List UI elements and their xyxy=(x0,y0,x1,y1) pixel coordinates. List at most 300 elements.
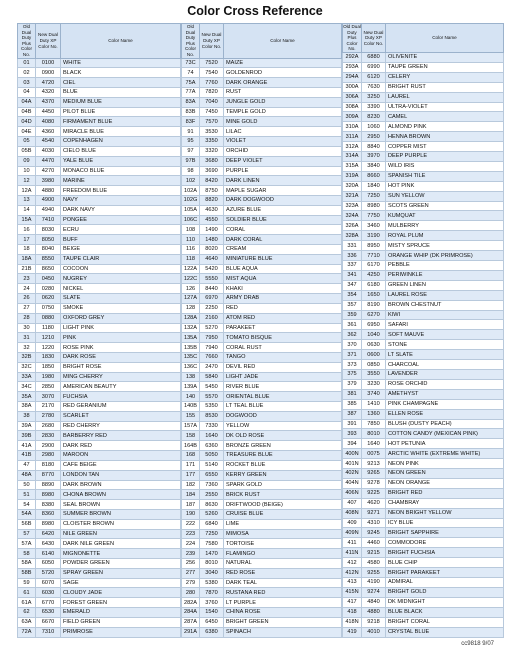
table-row xyxy=(182,97,342,107)
table-row xyxy=(18,588,181,598)
table-row xyxy=(18,117,181,127)
new-color-no: 6950 xyxy=(362,320,386,330)
old-color-no: 72A xyxy=(18,627,36,637)
old-color-no: 312A xyxy=(343,142,362,152)
old-color-no: 26 xyxy=(18,294,36,304)
old-color-no: 287A xyxy=(182,617,200,627)
table-row xyxy=(18,205,181,215)
color-name: MIMOSA xyxy=(224,529,342,539)
color-name: NICKEL xyxy=(61,284,181,294)
new-color-no: 6990 xyxy=(362,62,386,72)
old-color-no: 306A xyxy=(343,92,362,102)
new-color-no: 3690 xyxy=(200,166,224,176)
old-color-no: 32 xyxy=(18,343,36,353)
color-name: EMERALD xyxy=(61,608,181,618)
color-name: NEON GREEN xyxy=(386,469,504,479)
old-color-no: 324A xyxy=(343,211,362,221)
table-row xyxy=(343,82,504,92)
old-color-no: 17 xyxy=(18,235,36,245)
old-color-no: 321A xyxy=(343,191,362,201)
old-color-no: 83B xyxy=(182,107,200,117)
color-name: DARK DOGWOOD xyxy=(224,195,342,205)
color-name: FUCHSIA xyxy=(61,392,181,402)
old-color-no: 57 xyxy=(18,529,36,539)
color-name: LONDON TAN xyxy=(61,470,181,480)
new-color-no: 6840 xyxy=(200,519,224,529)
table-row xyxy=(18,215,181,225)
table-row xyxy=(182,411,342,421)
new-color-no: 8840 xyxy=(362,142,386,152)
table-row xyxy=(343,548,504,558)
color-table-1 xyxy=(17,23,181,638)
table-row xyxy=(18,264,181,274)
old-color-no: 75A xyxy=(182,78,200,88)
new-color-no: 9265 xyxy=(362,469,386,479)
new-color-no: 6360 xyxy=(200,441,224,451)
header-new-color-no: New Dual Duty XP Color No. xyxy=(362,24,386,53)
old-color-no: 105A xyxy=(182,205,200,215)
old-color-no: 371 xyxy=(343,350,362,360)
old-color-no: 157A xyxy=(182,421,200,431)
new-color-no: 7940 xyxy=(200,343,224,353)
new-color-no: 2250 xyxy=(200,303,224,313)
color-name: RED xyxy=(224,303,342,313)
color-name: DARK ORANGE xyxy=(224,78,342,88)
table-row xyxy=(182,549,342,559)
color-name: ECRU xyxy=(61,225,181,235)
new-color-no: 1060 xyxy=(362,122,386,132)
table-row xyxy=(343,469,504,479)
old-color-no: 127A xyxy=(182,294,200,304)
new-color-no: 8010 xyxy=(362,429,386,439)
color-name: MINIATURE BLUE xyxy=(224,254,342,264)
color-name: SCOTS GREEN xyxy=(386,201,504,211)
old-color-no: 411N xyxy=(343,548,362,558)
color-name: SPRAY GREEN xyxy=(61,568,181,578)
old-color-no: 38A xyxy=(18,402,36,412)
table-row xyxy=(343,558,504,568)
color-name: CORAL RUST xyxy=(224,343,342,353)
new-color-no: 1830 xyxy=(36,352,61,362)
color-name: AZURE BLUE xyxy=(224,205,342,215)
table-row xyxy=(182,107,342,117)
new-color-no: 8980 xyxy=(362,201,386,211)
color-name: BRIGHT GOLD xyxy=(386,587,504,597)
old-color-no: 108 xyxy=(182,225,200,235)
table-row xyxy=(343,627,504,637)
old-color-no: 391 xyxy=(343,419,362,429)
new-color-no: 0075 xyxy=(362,449,386,459)
color-name: BRONZE GREEN xyxy=(224,441,342,451)
new-color-no: 8020 xyxy=(200,245,224,255)
color-name: MARINE xyxy=(61,176,181,186)
new-color-no: 3460 xyxy=(362,221,386,231)
table-row xyxy=(343,617,504,627)
old-color-no: 341 xyxy=(343,270,362,280)
color-name: BRIGHT RED xyxy=(386,488,504,498)
old-color-no: 12A xyxy=(18,186,36,196)
new-color-no: 1640 xyxy=(200,431,224,441)
table-row xyxy=(343,419,504,429)
table-row xyxy=(18,176,181,186)
new-color-no: 2550 xyxy=(200,490,224,500)
table-row xyxy=(18,97,181,107)
color-name: NAVY xyxy=(61,195,181,205)
old-color-no: 27 xyxy=(18,303,36,313)
table-row xyxy=(18,519,181,529)
new-color-no: 1410 xyxy=(362,399,386,409)
old-color-no: 375 xyxy=(343,369,362,379)
color-name: PURPLE xyxy=(224,166,342,176)
color-name: MAIZE xyxy=(224,58,342,68)
old-color-no: 116 xyxy=(182,245,200,255)
color-name: ORIENTAL BLUE xyxy=(224,392,342,402)
color-name: SLATE xyxy=(61,294,181,304)
new-color-no: 0280 xyxy=(36,284,61,294)
new-color-no: 0450 xyxy=(36,274,61,284)
table-row xyxy=(343,241,504,251)
old-color-no: 315A xyxy=(343,161,362,171)
color-name: DEEP VIOLET xyxy=(224,156,342,166)
color-name: SAFARI xyxy=(386,320,504,330)
color-name: CLOISTER BROWN xyxy=(61,519,181,529)
old-color-no: 279 xyxy=(182,578,200,588)
color-name: STONE xyxy=(386,340,504,350)
old-color-no: 58 xyxy=(18,549,36,559)
new-color-no: 9255 xyxy=(362,568,386,578)
table-row xyxy=(18,352,181,362)
new-color-no: 4640 xyxy=(200,254,224,264)
new-color-no: 4540 xyxy=(36,137,61,147)
color-name: MIGNONETTE xyxy=(61,549,181,559)
color-name: DARK LINEN xyxy=(224,176,342,186)
color-name: ROCKET BLUE xyxy=(224,460,342,470)
table-row xyxy=(343,518,504,528)
table-row xyxy=(18,323,181,333)
color-name: ELLEN ROSE xyxy=(386,409,504,419)
color-name: DOGWOOD xyxy=(224,411,342,421)
table-row xyxy=(182,284,342,294)
table-row xyxy=(182,294,342,304)
color-name: TANGO xyxy=(224,352,342,362)
new-color-no: 9213 xyxy=(362,459,386,469)
table-row xyxy=(18,460,181,470)
table-row xyxy=(182,313,342,323)
table-row xyxy=(18,235,181,245)
old-color-no: 406N xyxy=(343,488,362,498)
new-color-no: 9271 xyxy=(362,508,386,518)
color-name: CREAM xyxy=(224,245,342,255)
new-color-no: 8440 xyxy=(200,284,224,294)
color-name: YALE BLUE xyxy=(61,156,181,166)
new-color-no: 9245 xyxy=(362,528,386,538)
old-color-no: 331 xyxy=(343,241,362,251)
old-color-no: 164B xyxy=(182,441,200,451)
new-color-no: 8980 xyxy=(36,490,61,500)
table-row xyxy=(18,549,181,559)
old-color-no: 41B xyxy=(18,451,36,461)
new-color-no: 7520 xyxy=(200,58,224,68)
color-name: DEEP PURPLE xyxy=(386,152,504,162)
color-name: CIELO BLUE xyxy=(61,146,181,156)
color-name: FIRMAMENT BLUE xyxy=(61,117,181,127)
new-color-no: 5350 xyxy=(200,402,224,412)
color-name: DARK BROWN xyxy=(61,480,181,490)
new-color-no: 5380 xyxy=(200,578,224,588)
table-row xyxy=(343,201,504,211)
table-row xyxy=(343,528,504,538)
color-name: SPANISH TILE xyxy=(386,171,504,181)
color-name: RUSTANA RED xyxy=(224,588,342,598)
table-row xyxy=(343,251,504,261)
color-name: CRYSTAL BLUE xyxy=(386,627,504,637)
old-color-no: 171 xyxy=(182,460,200,470)
new-color-no: 7330 xyxy=(200,421,224,431)
table-row xyxy=(343,399,504,409)
old-color-no: 418N xyxy=(343,617,362,627)
table-row xyxy=(343,449,504,459)
new-color-no: 3970 xyxy=(362,152,386,162)
old-color-no: 122A xyxy=(182,264,200,274)
color-name: POWDER GREEN xyxy=(61,559,181,569)
color-name: PINK xyxy=(61,333,181,343)
new-color-no: 4620 xyxy=(362,498,386,508)
color-name: RED CHERRY xyxy=(61,421,181,431)
table-row xyxy=(18,88,181,98)
old-color-no: 128 xyxy=(182,303,200,313)
old-color-no: 223 xyxy=(182,529,200,539)
table-row xyxy=(182,205,342,215)
old-color-no: 24 xyxy=(18,284,36,294)
new-color-no: 8660 xyxy=(362,171,386,181)
color-name: GREEN LINEN xyxy=(386,280,504,290)
color-name: PARAKEET xyxy=(224,323,342,333)
new-color-no: 9218 xyxy=(362,617,386,627)
table-row xyxy=(18,156,181,166)
color-name: COCOON xyxy=(61,264,181,274)
color-name: TREASURE BLUE xyxy=(224,451,342,461)
old-color-no: 311A xyxy=(343,132,362,142)
new-color-no: 6270 xyxy=(362,310,386,320)
color-name: SOLDIER BLUE xyxy=(224,215,342,225)
new-color-no: 2170 xyxy=(36,402,61,412)
new-color-no: 4880 xyxy=(36,186,61,196)
table-row xyxy=(182,245,342,255)
table-row xyxy=(18,627,181,637)
table-row xyxy=(343,52,504,62)
new-color-no: 5450 xyxy=(200,382,224,392)
table-row xyxy=(18,509,181,519)
table-row xyxy=(18,608,181,618)
new-color-no: 1640 xyxy=(362,439,386,449)
table-row xyxy=(18,470,181,480)
old-color-no: 300A xyxy=(343,82,362,92)
table-row xyxy=(343,92,504,102)
old-color-no: 282A xyxy=(182,598,200,608)
new-color-no: 7580 xyxy=(200,539,224,549)
table-row xyxy=(182,362,342,372)
color-name: BRIGHT FUCHSIA xyxy=(386,548,504,558)
table-row xyxy=(343,221,504,231)
color-name: COTTON CANDY (MEXICAN PINK) xyxy=(386,429,504,439)
new-color-no: 7950 xyxy=(200,333,224,343)
color-name: BRIGHT ROSE xyxy=(61,362,181,372)
color-name: BRIGHT PARAKEET xyxy=(386,568,504,578)
new-color-no: 4550 xyxy=(200,215,224,225)
table-row xyxy=(182,490,342,500)
color-name: CAMEL xyxy=(386,112,504,122)
new-color-no: 2850 xyxy=(36,382,61,392)
new-color-no: 6030 xyxy=(36,588,61,598)
new-color-no: 6770 xyxy=(36,598,61,608)
old-color-no: 294A xyxy=(343,72,362,82)
table-row xyxy=(343,578,504,588)
new-color-no: 3230 xyxy=(362,379,386,389)
old-color-no: 04 xyxy=(18,88,36,98)
color-name: COPENHAGEN xyxy=(61,137,181,147)
old-color-no: 23 xyxy=(18,274,36,284)
old-color-no: 03 xyxy=(18,78,36,88)
old-color-no: 415N xyxy=(343,587,362,597)
color-name: COPPER MIST xyxy=(386,142,504,152)
new-color-no: 3070 xyxy=(36,392,61,402)
color-name: MONACO BLUE xyxy=(61,166,181,176)
color-name: BRIGHT RUST xyxy=(386,82,504,92)
old-color-no: 158 xyxy=(182,431,200,441)
old-color-no: 291A xyxy=(182,627,200,637)
new-color-no: 0100 xyxy=(36,58,61,68)
color-name: RED ROSE xyxy=(224,568,342,578)
old-color-no: 10 xyxy=(18,166,36,176)
color-name: ORCHID xyxy=(224,146,342,156)
table-row xyxy=(182,509,342,519)
new-color-no: 3250 xyxy=(362,92,386,102)
table-row xyxy=(18,529,181,539)
table-row xyxy=(182,470,342,480)
new-color-no: 4030 xyxy=(36,146,61,156)
table-row xyxy=(18,313,181,323)
old-color-no: 54A xyxy=(18,509,36,519)
table-row xyxy=(182,68,342,78)
old-color-no: 138 xyxy=(182,372,200,382)
old-color-no: 411 xyxy=(343,538,362,548)
new-color-no: 8180 xyxy=(36,460,61,470)
new-color-no: 4470 xyxy=(36,156,61,166)
old-color-no: 48A xyxy=(18,470,36,480)
new-color-no: 1180 xyxy=(36,323,61,333)
color-name: RUST xyxy=(224,88,342,98)
table-row xyxy=(18,539,181,549)
color-name: DARK NAVY xyxy=(61,205,181,215)
new-color-no: 1490 xyxy=(200,225,224,235)
table-row xyxy=(18,402,181,412)
new-color-no: 7820 xyxy=(200,88,224,98)
table-row xyxy=(18,480,181,490)
new-color-no: 3390 xyxy=(362,102,386,112)
new-color-no: 3550 xyxy=(362,369,386,379)
table-row xyxy=(343,340,504,350)
color-name: NUGREY xyxy=(61,274,181,284)
new-color-no: 9274 xyxy=(362,587,386,597)
new-color-no: 8010 xyxy=(200,559,224,569)
old-color-no: 310A xyxy=(343,122,362,132)
color-name: LT TEAL BLUE xyxy=(224,402,342,412)
table-row xyxy=(182,166,342,176)
table-row xyxy=(182,588,342,598)
new-color-no: 0750 xyxy=(36,303,61,313)
new-color-no: 8030 xyxy=(36,225,61,235)
color-name: ALMOND PINK xyxy=(386,122,504,132)
table-row xyxy=(182,343,342,353)
table-row xyxy=(182,529,342,539)
old-color-no: 418 xyxy=(343,607,362,617)
old-color-no: 61 xyxy=(18,588,36,598)
document-code: cc9818 9/07 xyxy=(461,641,494,647)
old-color-no: 04A xyxy=(18,97,36,107)
table-row xyxy=(182,431,342,441)
table-row xyxy=(343,369,504,379)
new-color-no: 7410 xyxy=(36,215,61,225)
color-name: KERRY GREEN xyxy=(224,470,342,480)
new-color-no: 4190 xyxy=(362,578,386,588)
color-name: HOT PINK xyxy=(386,181,504,191)
new-color-no: 8360 xyxy=(36,509,61,519)
new-color-no: 1360 xyxy=(362,409,386,419)
old-color-no: 128A xyxy=(182,313,200,323)
table-row xyxy=(343,132,504,142)
old-color-no: 95 xyxy=(182,137,200,147)
table-row xyxy=(343,270,504,280)
new-color-no: 0850 xyxy=(362,360,386,370)
new-color-no: 4080 xyxy=(36,117,61,127)
table-row xyxy=(343,171,504,181)
new-color-no: 8820 xyxy=(200,195,224,205)
old-color-no: 63A xyxy=(18,617,36,627)
old-color-no: 394 xyxy=(343,439,362,449)
color-name: HENNA BROWN xyxy=(386,132,504,142)
color-name: FOREST GREEN xyxy=(61,598,181,608)
old-color-no: 33A xyxy=(18,372,36,382)
table-row xyxy=(18,343,181,353)
page-title: Color Cross Reference xyxy=(187,4,323,18)
old-color-no: 412N xyxy=(343,568,362,578)
color-name: DRIFTWOOD (BEIGE) xyxy=(224,500,342,510)
color-name: ROSE PINK xyxy=(61,343,181,353)
table-row xyxy=(18,146,181,156)
old-color-no: 02 xyxy=(18,68,36,78)
table-row xyxy=(182,392,342,402)
new-color-no: 4460 xyxy=(362,538,386,548)
table-row xyxy=(182,176,342,186)
new-color-no: 5570 xyxy=(200,392,224,402)
old-color-no: 102 xyxy=(182,176,200,186)
color-name: ADMIRAL xyxy=(386,578,504,588)
new-color-no: 7570 xyxy=(200,117,224,127)
old-color-no: 50 xyxy=(18,480,36,490)
new-color-no: 7870 xyxy=(200,588,224,598)
color-name: MISTY SPRUCE xyxy=(386,241,504,251)
color-name: CHONA BROWN xyxy=(61,490,181,500)
header-color-name: Color Name xyxy=(386,24,504,53)
new-color-no: 8770 xyxy=(36,470,61,480)
old-color-no: 05 xyxy=(18,137,36,147)
old-color-no: 381 xyxy=(343,389,362,399)
old-color-no: 58A xyxy=(18,559,36,569)
new-color-no: 5420 xyxy=(200,264,224,274)
color-name: PEBBLE xyxy=(386,261,504,271)
new-color-no: 7450 xyxy=(200,107,224,117)
new-color-no: 8530 xyxy=(200,411,224,421)
